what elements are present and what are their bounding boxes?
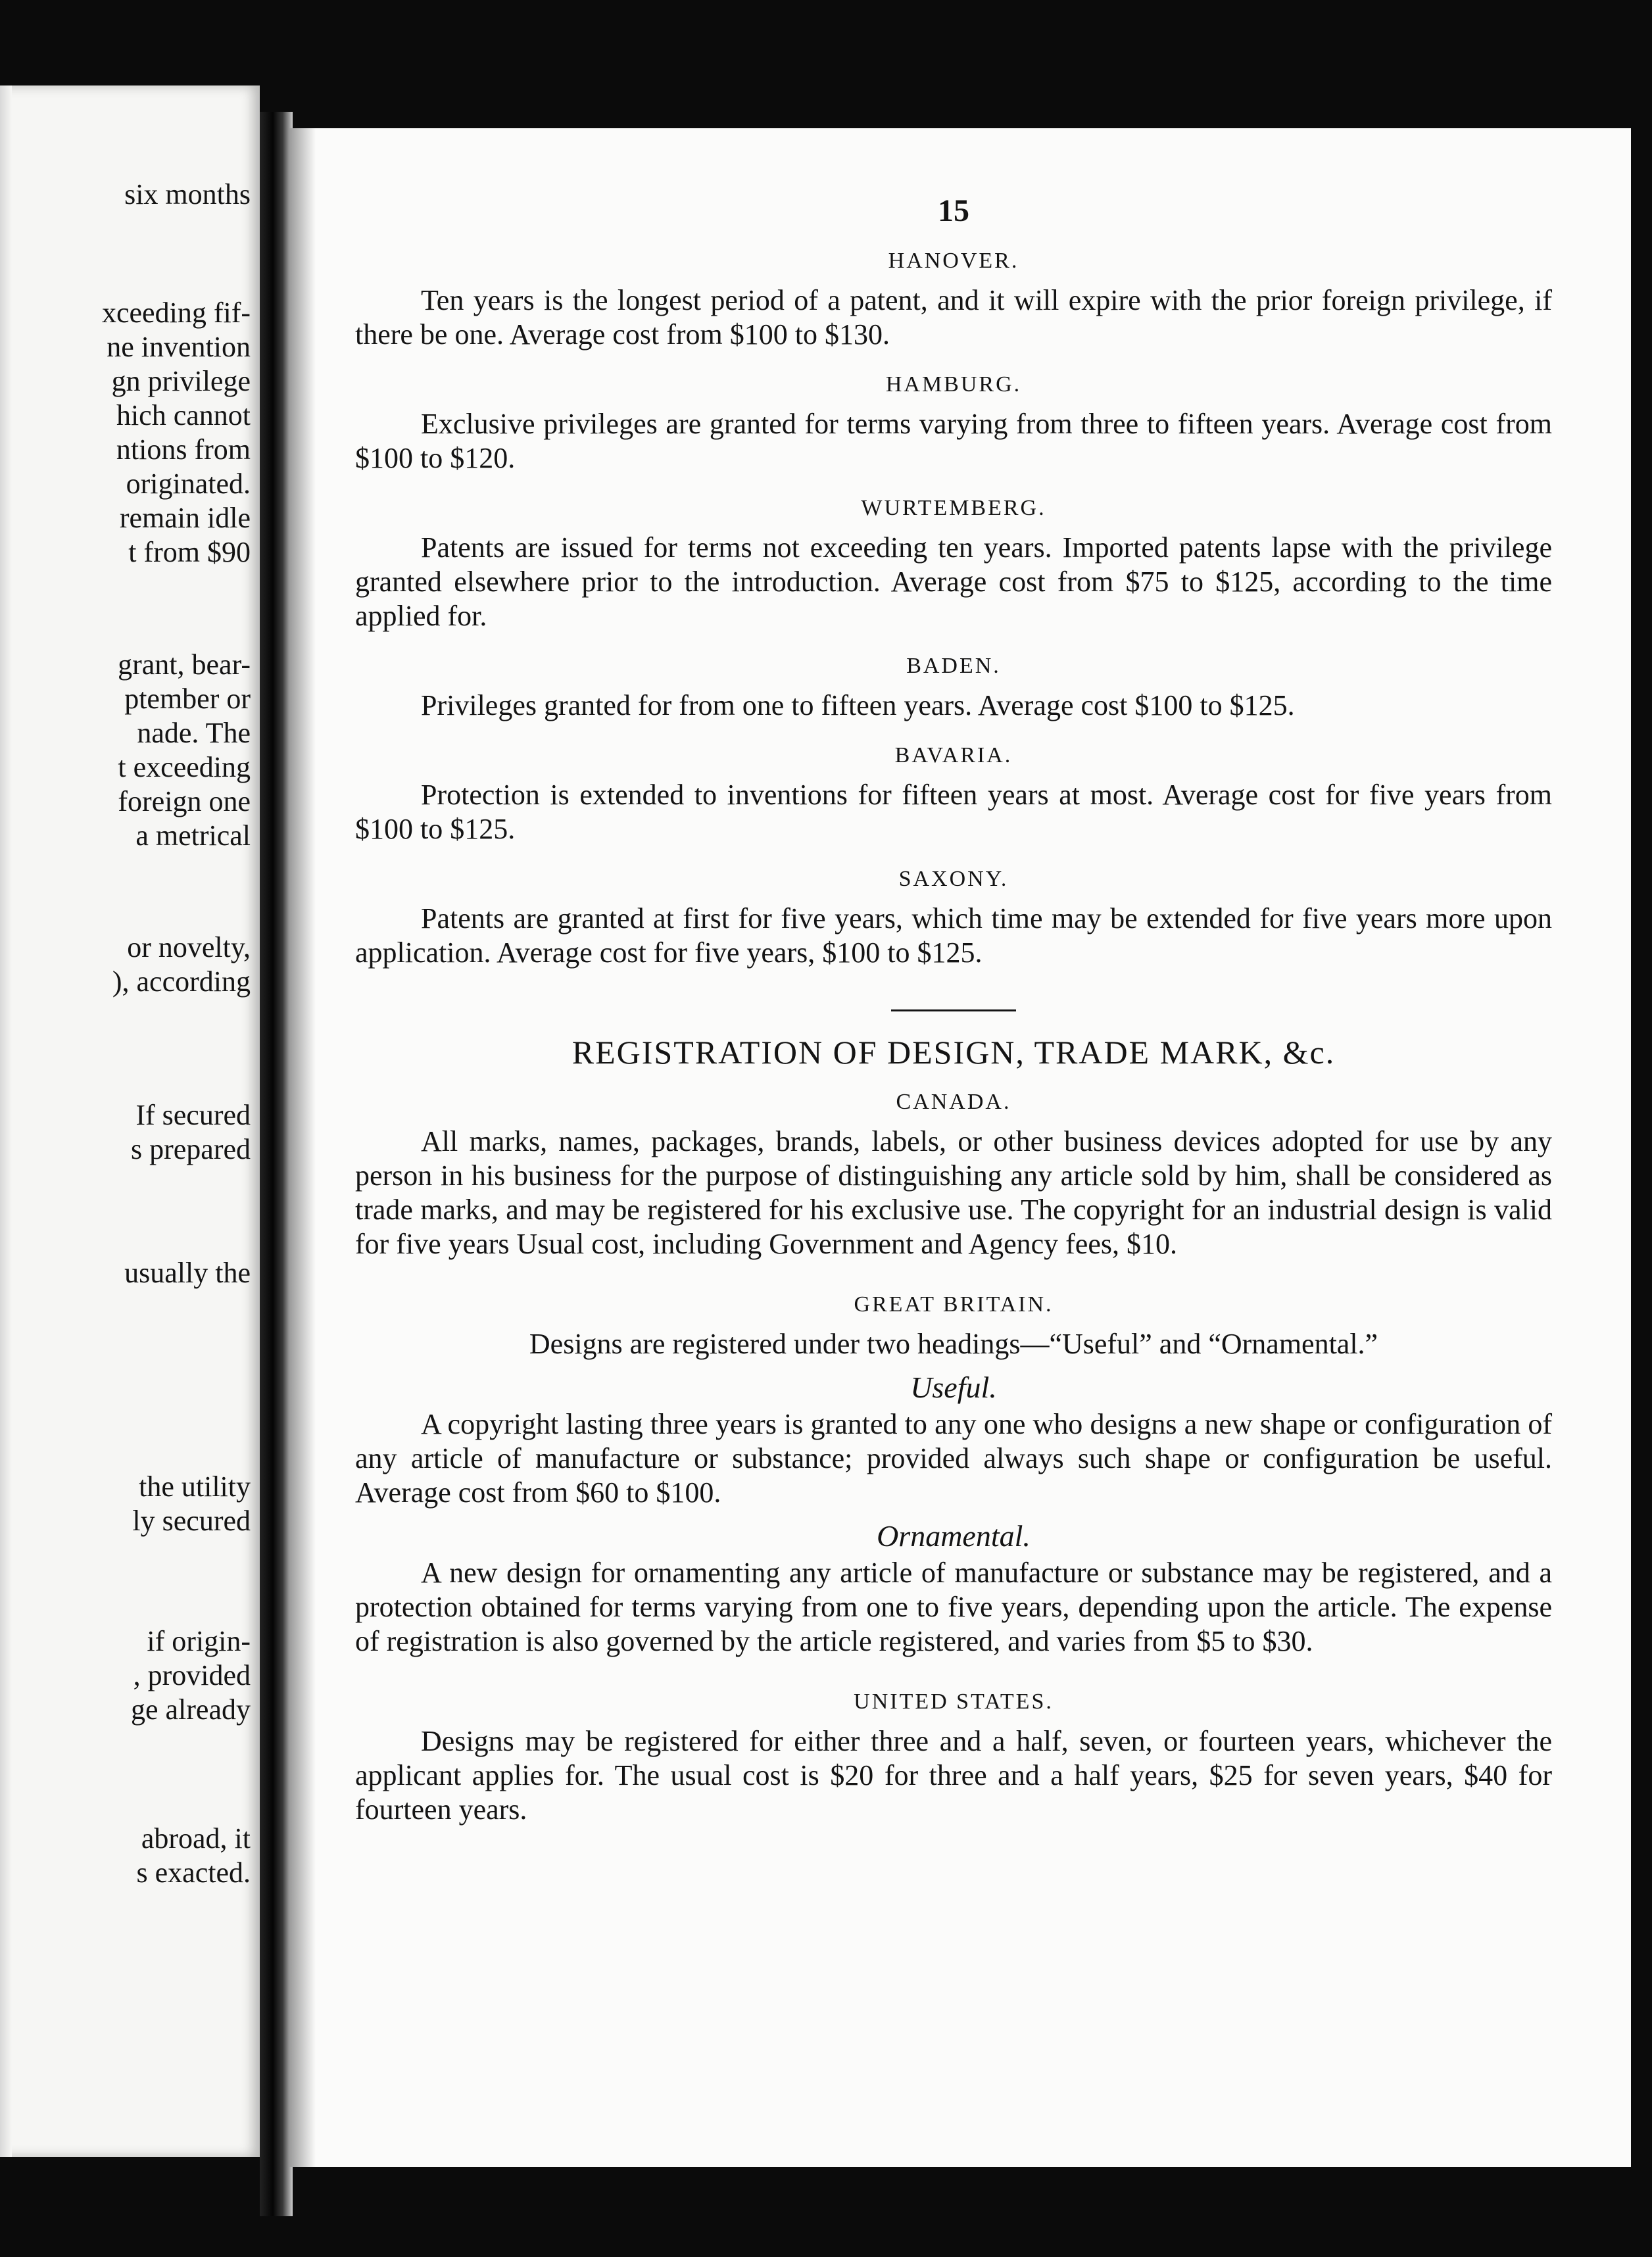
heading-ornamental: Ornamental. [877,1519,1031,1553]
left-page-line: If secured [135,1099,251,1131]
paragraph-useful: A copyright lasting three years is granted to any one who designs a new shape or configuration of any article of manufacture or substance; provided always such shape or configuration be useful. Average cost from $60 to $100. [355,1408,1552,1509]
right-page [289,128,1631,2167]
left-page-line: six months [124,178,251,210]
left-page-line: ntions from [116,433,251,466]
left-page-text-block [0,178,251,212]
left-page-line: abroad, it [141,1822,251,1855]
left-page-line: t from $90 [128,536,251,568]
country-paragraph: Privileges granted for from one to fifteen years. Average cost $100 to $125. [421,689,1295,721]
heading-canada: CANADA. [896,1090,1011,1114]
left-page-line: remain idle [119,502,251,534]
page-content [355,194,1552,1827]
page-edge-shadow [289,128,316,2167]
country-paragraph: Ten years is the longest period of a patent, and it will expire with the prior foreign privilege, if there be one. Average cost from $100 to $130. [355,284,1552,351]
country-heading: BADEN. [906,654,1001,678]
left-page-line: hich cannot [116,399,251,431]
paragraph-great-britain-intro: Designs are registered under two headings—“Useful” and “Ornamental.” [529,1328,1378,1360]
section-divider [891,1009,1016,1011]
left-page-line: ly secured [132,1505,251,1537]
country-patent-sections [355,244,1552,970]
left-page-text-block [0,1624,251,1727]
country-heading: WURTEMBERG. [861,496,1046,520]
country-paragraph: Patents are granted at first for five years, which time may be extended for five years more upon application. Average cost for five years, $100 to $125. [355,902,1552,969]
left-page-line: foreign one [118,785,251,817]
country-heading: BAVARIA. [894,743,1013,767]
page-number: 15 [938,193,969,228]
left-page-line: ne invention [107,331,251,363]
country-paragraph: Exclusive privileges are granted for terms varying from three to fifteen years. Average cost from $100 to $120. [355,408,1552,474]
left-page-text-block [0,1822,251,1890]
left-page [0,85,260,2157]
paragraph-ornamental: A new design for ornamenting any article of manufacture or substance may be registered, and a protection obtained for terms varying from one to five years, depending upon the article. The expense of registration is also governed by the article registered, and varies from $5 to $30. [355,1557,1552,1657]
section-title: REGISTRATION OF DESIGN, TRADE MARK, &c. [571,1034,1336,1071]
left-page-line: or novelty, [127,931,251,963]
left-page-text-block [0,296,251,570]
left-page-line: if origin- [147,1625,251,1657]
left-page-line: originated. [126,468,251,500]
left-page-text-block [0,1098,251,1167]
left-page-line: a metrical [135,819,251,852]
country-heading: HANOVER. [888,249,1019,273]
heading-united-states: UNITED STATES. [854,1689,1054,1714]
paragraph-canada: All marks, names, packages, brands, labels, or other business devices adopted for use by any person in his business for the purpose of distinguishing any article sold by him, shall be considered as trade marks, and may be registered for his exclusive use. The copyright for an industrial design is valid for five years Usual cost, including Government and Agency fees, $10. [355,1125,1552,1260]
left-page-line: ptember or [124,683,251,715]
country-paragraph: Patents are issued for terms not exceeding ten years. Imported patents lapse with the privilege granted elsewhere prior to the introduction. Average cost from $75 to $125, according to the time applied for. [355,531,1552,632]
left-page-line: the utility [139,1470,251,1503]
heading-great-britain: GREAT BRITAIN. [854,1292,1054,1317]
heading-useful: Useful. [910,1371,997,1404]
left-page-line: ge already [131,1693,251,1726]
left-page-line: s exacted. [136,1857,251,1889]
left-page-text-block [0,931,251,999]
left-page-line: usually the [124,1257,251,1289]
left-page-line: s prepared [130,1133,251,1165]
left-page-text-block [0,1256,251,1290]
left-page-line: nade. The [137,717,251,749]
left-page-line: , provided [133,1659,251,1691]
country-paragraph: Protection is extended to inventions for fifteen years at most. Average cost for five years from $100 to $125. [355,779,1552,845]
left-page-line: grant, bear- [118,648,251,681]
left-page-text-block [0,648,251,853]
paragraph-united-states: Designs may be registered for either three and a half, seven, or fourteen years, whichever the applicant applies for. The usual cost is $20 for three and a half years, $25 for seven years, $40 for fourteen years. [355,1725,1552,1826]
left-page-line: t exceeding [118,751,251,783]
left-page-line: xceeding fif- [102,297,251,329]
left-page-line: gn privilege [111,365,251,397]
country-heading: HAMBURG. [885,372,1022,397]
left-page-text-block [0,1470,251,1538]
left-page-line: ), according [112,965,251,998]
book-gutter [260,112,293,2216]
country-heading: SAXONY. [898,867,1009,891]
